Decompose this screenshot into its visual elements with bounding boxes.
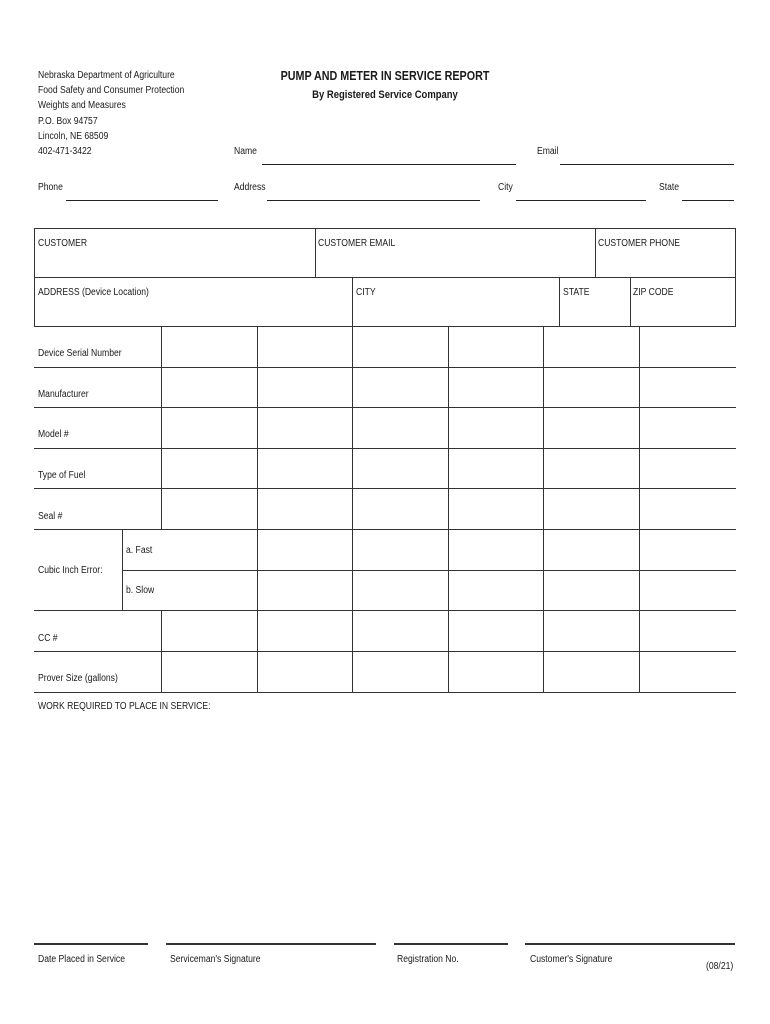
- device-state-label: STATE: [563, 287, 590, 298]
- registration-number-label: Registration No.: [397, 954, 459, 965]
- device-state-field[interactable]: [560, 278, 630, 326]
- form-title: PUMP AND METER IN SERVICE REPORT: [280, 69, 490, 83]
- table-col-line: [543, 327, 544, 692]
- agency-line: P.O. Box 94757: [38, 115, 98, 127]
- serviceman-signature-label: Serviceman's Signature: [170, 954, 261, 965]
- work-required-label: WORK REQUIRED TO PLACE IN SERVICE:: [38, 701, 211, 712]
- serviceman-signature-line[interactable]: [166, 943, 376, 945]
- customer-label: CUSTOMER: [38, 238, 88, 249]
- table-col-line: [448, 327, 449, 692]
- device-address-label: ADDRESS (Device Location): [38, 287, 149, 298]
- device-address-field[interactable]: [35, 278, 352, 326]
- company-name-label: Name: [234, 146, 257, 157]
- company-email-label: Email: [537, 146, 559, 157]
- form-revision-code: (08/21): [706, 961, 734, 972]
- table-row-line: [34, 407, 736, 408]
- customer-email-field[interactable]: [316, 229, 595, 277]
- company-address-field[interactable]: [267, 200, 480, 201]
- date-placed-line[interactable]: [34, 943, 148, 945]
- company-email-field[interactable]: [560, 164, 734, 165]
- table-row-line: [34, 529, 736, 530]
- row-label-fuel: Type of Fuel: [38, 470, 86, 481]
- table-row-line: [34, 367, 736, 368]
- table-row-line: [34, 651, 736, 652]
- form-subtitle: By Registered Service Company: [312, 89, 458, 101]
- table-row-line: [34, 488, 736, 489]
- agency-line: 402-471-3422: [38, 145, 92, 157]
- customer-signature-line[interactable]: [525, 943, 735, 945]
- agency-line: Nebraska Department of Agriculture: [38, 70, 175, 81]
- company-phone-field[interactable]: [66, 200, 218, 201]
- table-row-line: [122, 570, 736, 571]
- customer-phone-field[interactable]: [596, 229, 735, 277]
- table-col-line: [257, 327, 258, 692]
- customer-phone-label: CUSTOMER PHONE: [598, 238, 681, 249]
- company-city-label: City: [498, 182, 513, 193]
- agency-line: Food Safety and Consumer Protection: [38, 85, 185, 97]
- device-city-label: CITY: [356, 287, 376, 298]
- row-label-manufacturer: Manufacturer: [38, 389, 89, 400]
- row-label-fast: a. Fast: [126, 545, 153, 556]
- work-required-field[interactable]: [34, 716, 736, 936]
- company-name-field[interactable]: [262, 164, 516, 165]
- row-label-serial: Device Serial Number: [38, 348, 122, 359]
- table-col-line: [122, 529, 123, 610]
- table-row-line: [34, 448, 736, 449]
- row-label-slow: b. Slow: [126, 585, 155, 596]
- row-label-prover-size: Prover Size (gallons): [38, 673, 118, 684]
- customer-field[interactable]: [35, 229, 315, 277]
- registration-number-line[interactable]: [394, 943, 508, 945]
- company-phone-label: Phone: [38, 182, 63, 193]
- row-label-cc: CC #: [38, 633, 58, 644]
- date-placed-label: Date Placed in Service: [38, 954, 126, 965]
- company-state-field[interactable]: [682, 200, 734, 201]
- table-row-line: [34, 692, 736, 693]
- row-label-model: Model #: [38, 429, 69, 440]
- agency-line: Lincoln, NE 68509: [38, 130, 109, 142]
- agency-line: Weights and Measures: [38, 100, 126, 112]
- company-city-field[interactable]: [516, 200, 646, 201]
- table-col-line: [161, 610, 162, 692]
- customer-email-label: CUSTOMER EMAIL: [318, 238, 396, 249]
- device-city-field[interactable]: [353, 278, 559, 326]
- table-col-line: [161, 327, 162, 529]
- table-col-line: [352, 327, 353, 692]
- row-label-seal: Seal #: [38, 511, 63, 522]
- table-row-line: [34, 610, 736, 611]
- company-state-label: State: [659, 182, 680, 193]
- row-label-cubic-inch-error: Cubic Inch Error:: [38, 565, 103, 576]
- device-zip-label: ZIP CODE: [633, 287, 674, 298]
- device-zip-field[interactable]: [631, 278, 735, 326]
- company-address-label: Address: [234, 182, 266, 193]
- customer-signature-label: Customer's Signature: [530, 954, 613, 965]
- table-col-line: [639, 327, 640, 692]
